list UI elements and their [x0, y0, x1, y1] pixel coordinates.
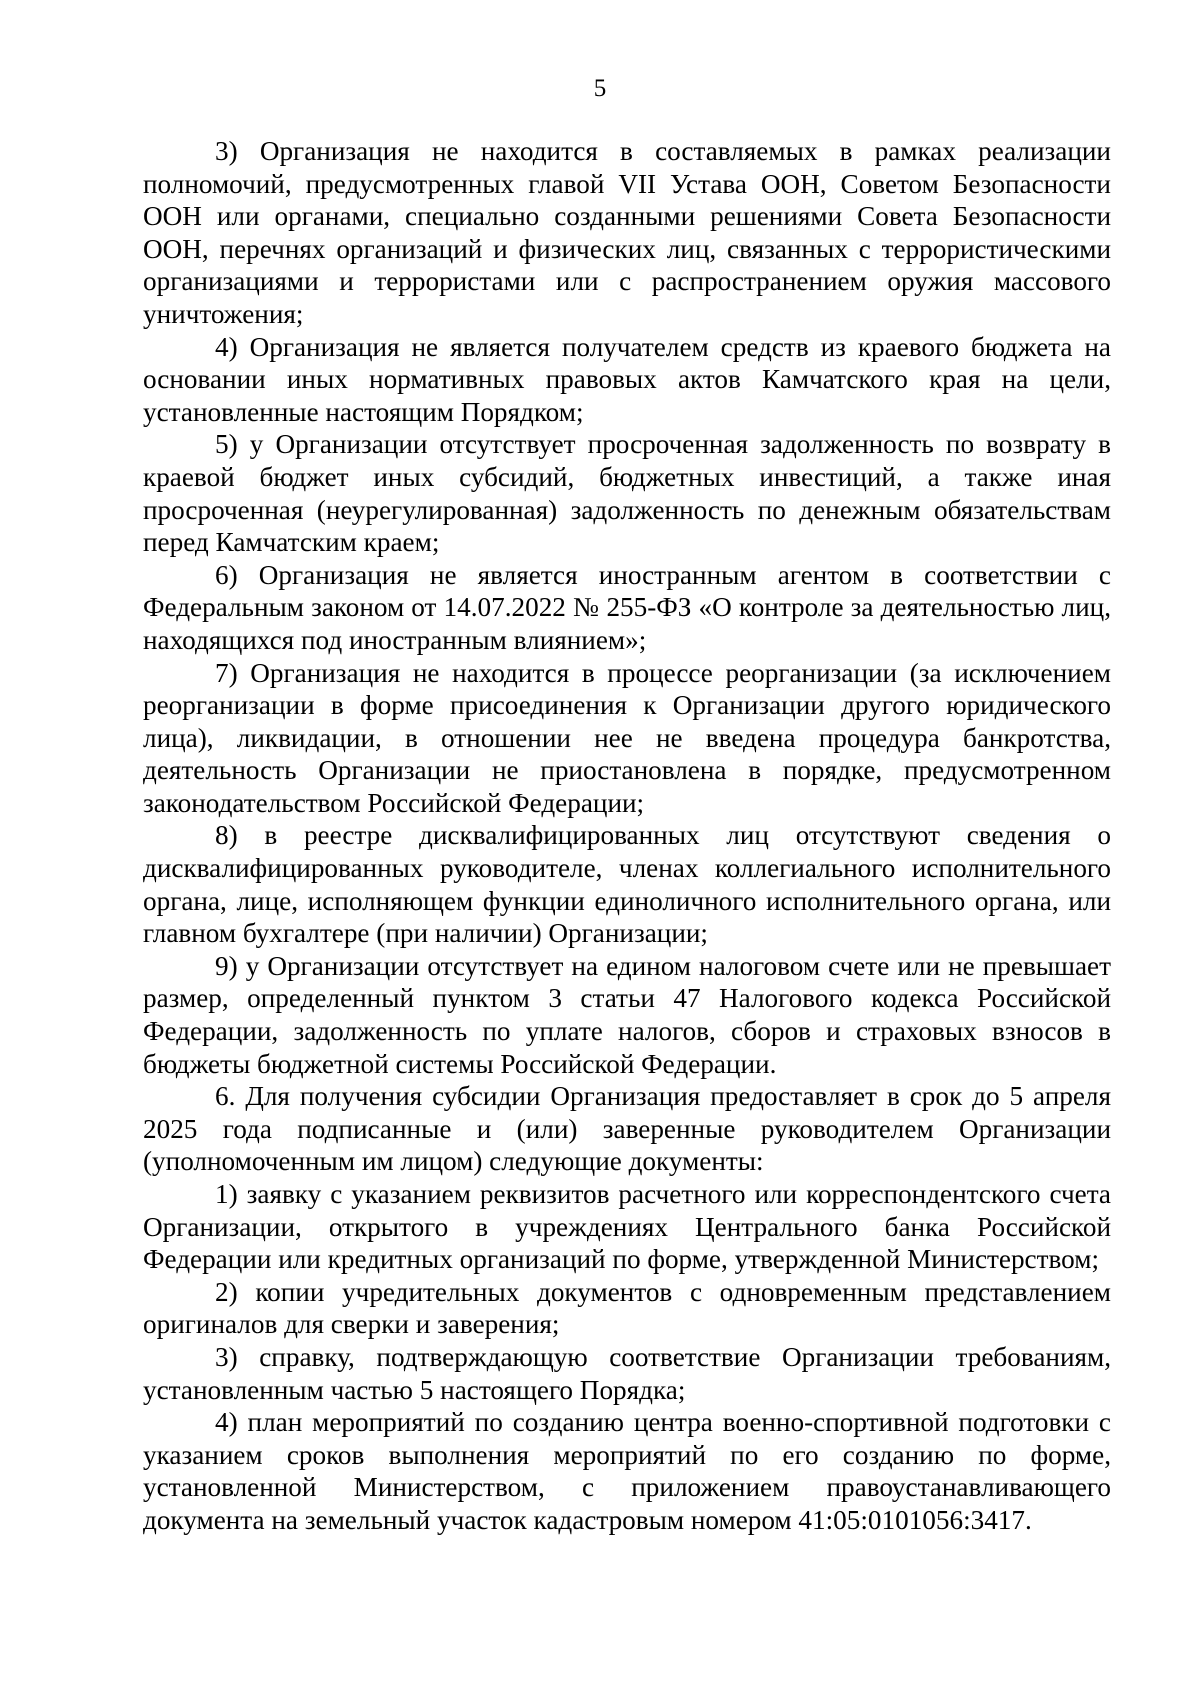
document-3-compliance-certificate: 3) справку, подтверждающую соответствие Организации требованиям, установленным частью 5 настоящего Порядка; — [143, 1341, 1111, 1405]
item-9-tax-debt: 9) у Организации отсутствует на едином налоговом счете или не превышает размер, определенный пунктом 3 статьи 47 Налогового кодекса Российской Федерации, задолженность по уплате налогов, сборов и страховых взносов в бюджеты бюджетной системы Российской Федерации. — [143, 950, 1111, 1079]
item-3-un-sanctions-list: 3) Организация не находится в составляемых в рамках реализации полномочий, предусмотренных главой VII Устава ООН, Советом Безопасности ООН или органами, специально созданными решениями Совета Безопасности ООН, перечнях организаций и физических лиц, связанных с террористическими организациями и террористами или с распространением оружия массового уничтожения; — [143, 136, 1111, 329]
document-4-action-plan: 4) план мероприятий по созданию центра военно-спортивной подготовки с указанием сроков выполнения мероприятий по его созданию по форме, установленной Министерством, с приложением правоустанавливающего документа на земельный участок кадастровым номером 41:05:0101056:3417. — [143, 1407, 1111, 1535]
section-6-documents-intro: 6. Для получения субсидии Организация предоставляет в срок до 5 апреля 2025 года подписанные и (или) заверенные руководителем Организации (уполномоченным им лицом) следующие документы: — [143, 1081, 1111, 1177]
item-7-no-reorganization: 7) Организация не находится в процессе реорганизации (за исключением реорганизации в форме присоединения к Организации другого юридического лица), ликвидации, в отношении нее не введена процедура банкротства, деятельность Организации не приостановлена в порядке, предусмотренном законодательством Российской Федерации; — [143, 657, 1111, 818]
document-body — [143, 135, 1111, 1537]
item-6-not-foreign-agent: 6) Организация не является иностранным агентом в соответствии с Федеральным законом от 14.07.2022 № 255-ФЗ «О контроле за деятельностью лиц, находящихся под иностранным влиянием»; — [143, 559, 1111, 655]
page-number: 5 — [593, 75, 607, 102]
item-5-no-overdue-debt: 5) у Организации отсутствует просроченная задолженность по возврату в краевой бюджет иных субсидий, бюджетных инвестиций, а также иная просроченная (неурегулированная) задолженность по денежным обязательствам перед Камчатским краем; — [143, 429, 1111, 558]
document-1-application: 1) заявку с указанием реквизитов расчетного или корреспондентского счета Организации, открытого в учреждениях Центрального банка Российской Федерации или кредитных организаций по форме, утвержденной Министерством; — [143, 1179, 1111, 1275]
item-4-other-budget-funds: 4) Организация не является получателем средств из краевого бюджета на основании иных нормативных правовых актов Камчатского края на цели, установленные настоящим Порядком; — [143, 331, 1111, 427]
item-8-disqualified-persons: 8) в реестре дисквалифицированных лиц отсутствуют сведения о дисквалифицированных руководителе, членах коллегиального исполнительного органа, лице, исполняющем функции единоличного исполнительного органа, или главном бухгалтере (при наличии) Организации; — [143, 820, 1111, 949]
document-2-founding-copies: 2) копии учредительных документов с одновременным представлением оригиналов для сверки и заверения; — [143, 1276, 1111, 1340]
